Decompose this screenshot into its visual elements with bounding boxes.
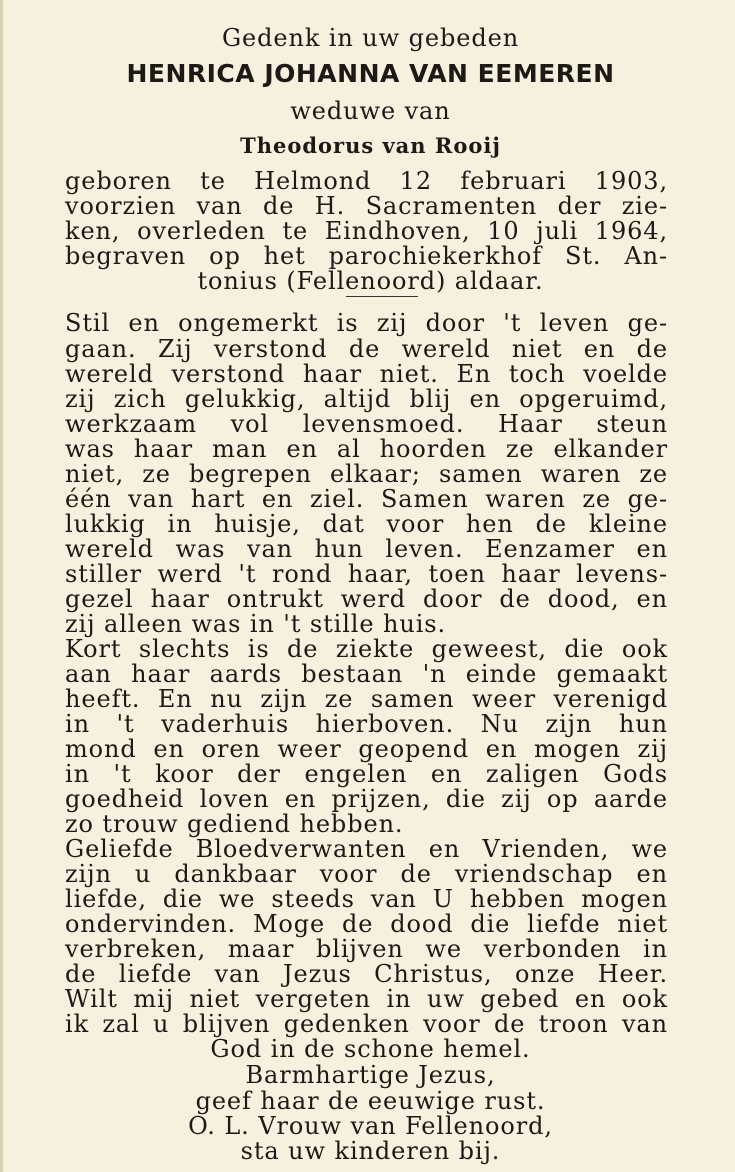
text-line: niet, ze begrepen elkaar; samen waren ze [65,460,668,488]
text-line: aan haar aards bestaan 'n einde gemaakt [65,660,668,688]
text-line: goedheid loven en prijzen, die zij op aarde [65,785,668,813]
text-line: Kort slechts is de ziekte geweest, die ook [65,635,668,663]
text-line: ondervinden. Moge de dood die liefde niet [65,910,668,938]
text-line: gaan. Zij verstond de wereld niet en de [65,335,668,363]
closing-line: geef haar de eeuwige rust. [195,1087,546,1115]
text-line: wereld verstond haar niet. En toch voelde [65,360,668,388]
text-line: heeft. En nu zijn ze samen weer verenigd [65,685,668,713]
spouse-name: Theodorus van Rooij [240,133,501,158]
bio-line: tonius (Fellenoord) aldaar. [197,267,544,295]
bio-line: ken, overleden te Eindhoven, 10 juli 1964, [65,217,668,245]
closing-line: Barmhartige Jezus, [245,1061,496,1089]
closing-line: O. L. Vrouw van Fellenoord, [188,1112,553,1140]
text-line: stiller werd 't rond haar, toen haar levens- [65,560,668,588]
bio-line: geboren te Helmond 12 februari 1903, [65,167,668,195]
intro-line: Gedenk in uw gebeden [221,24,520,52]
text-line: de liefde van Jezus Christus, onze Heer. [65,960,668,988]
closing-line: God in de schone hemel. [210,1035,531,1063]
text-line: zijn u dankbaar voor de vriendschap en [65,860,668,888]
text-line: Wilt mij niet vergeten in uw gebed en ook [65,985,668,1013]
relation-line: weduwe van [290,97,451,125]
text-line: was haar man en al hoorden ze elkander [65,435,668,463]
text-line: zij alleen was in 't stille huis. [65,610,447,638]
text-line: in 't koor der engelen en zaligen Gods [65,760,668,788]
text-line: zij zich gelukkig, altijd blij en opgeruimd, [65,385,668,413]
text-line: ik zal u blijven gedenken voor de troon van [65,1010,668,1038]
text-line: zo trouw gediend hebben. [65,810,404,838]
text-line: gezel haar ontrukt werd door de dood, en [65,585,668,613]
bio-line: voorzien van de H. Sacramenten der zie- [65,192,668,220]
text-line: verbreken, maar blijven we verbonden in [65,935,668,963]
text-line: Stil en ongemerkt is zij door 't leven ge- [65,309,668,337]
divider-rule [346,296,418,297]
bio-line: begraven op het parochiekerkhof St. An- [65,242,668,270]
closing-line: sta uw kinderen bij. [240,1137,501,1165]
text-line: één van hart en ziel. Samen waren ze ge- [65,485,668,513]
text-line: lukkig in huisje, dat voor hen de kleine [65,510,668,538]
text-line: liefde, die we steeds van U hebben mogen [65,885,668,913]
text-line: mond en oren weer geopend en mogen zij [65,735,668,763]
text-line: werkzaam vol levensmoed. Haar steun [65,410,668,438]
text-line: Geliefde Bloedverwanten en Vrienden, we [65,835,668,863]
text-line: wereld was van hun leven. Eenzamer en [65,535,668,563]
text-line: in 't vaderhuis hierboven. Nu zijn hun [65,710,668,738]
deceased-name: HENRICA JOHANNA VAN EEMEREN [126,59,615,88]
